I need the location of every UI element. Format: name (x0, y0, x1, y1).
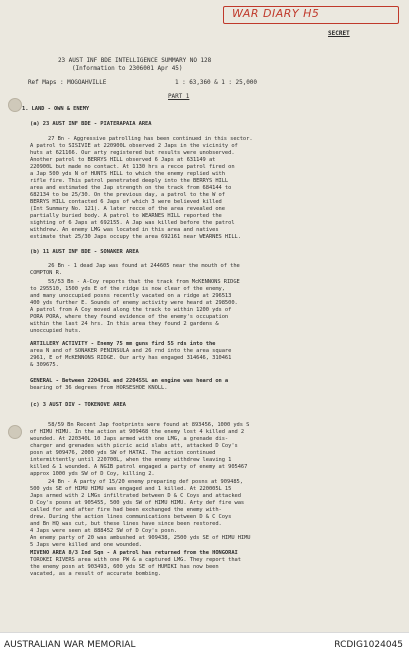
body-line: approx 1000 yds SW of D Coy, killing 2. (30, 471, 155, 477)
body-line: 400 yds further E. Sounds of enemy activity were heard at 298500. (30, 300, 238, 306)
summary-subtitle: (Information to 2306001 Apr 45) (72, 65, 183, 72)
body-line: and Bn HQ was cut, but these lines have since been restored. (30, 521, 222, 527)
punch-hole (8, 425, 22, 439)
body-line: COMPTON R. (30, 270, 62, 276)
body-line: unoccupied huts. (30, 328, 82, 334)
body-line: of HIMU HIMU. In the action at 909468 the enemy lost 4 killed and 2 (30, 429, 245, 435)
body-line: to 295510, 1500 yds E of the ridge is now clear of the enemy, (30, 286, 225, 292)
body-line: drew. During the action lines communications between D & C Coys (30, 514, 232, 520)
section-heading: (c) 3 AUST DIV - TOKENOVE AREA (30, 402, 126, 408)
body-line: withdrew. An enemy LMG was located in this area and natives (30, 227, 219, 233)
body-line: 2961, E of McKENNONS RIDGE. Our arty has engaged 314646, 310461 (30, 355, 232, 361)
body-line: rifle fire. This patrol penetrated deeply into the BERRYS HILL (30, 178, 229, 184)
body-line: 5 Japs were killed and one wounded. (30, 542, 142, 548)
footer-source: AUSTRALIAN WAR MEMORIAL (4, 640, 136, 650)
punch-hole (8, 98, 22, 112)
section-heading: 1. LAND - OWN & ENEMY (22, 106, 90, 112)
body-line: and many unoccupied posns recently vacated on a ridge at 296513 (30, 293, 232, 299)
body-line: 55/53 Bn - A-Coy reports that the track from McKENNONS RIDGE (48, 279, 240, 285)
section-heading: (a) 23 AUST INF BDE - PIATERAPAIA AREA (30, 121, 152, 127)
body-line: 58/59 Bn Recent Jap footprints were found at 893456, 1000 yds S (48, 422, 250, 428)
body-line: killed & 1 wounded. A NGIB patrol engaged a party of enemy at 905467 (30, 464, 248, 470)
body-line: intermittently until 220700L, when the enemy withdrew leaving 1 (30, 457, 232, 463)
body-line: bearing of 36 degrees from HORSESHOE KNOLL. (30, 385, 168, 391)
body-line: the enemy posn at 903493, 600 yds SE of HUMIKI has now been (30, 564, 219, 570)
body-line: 26 Bn - 1 dead Jap was found at 244605 near the mouth of the (48, 263, 240, 269)
body-line: PORA PORA, where they found evidence of the enemy's occupation (30, 314, 229, 320)
summary-title: 23 AUST INF BDE INTELLIGENCE SUMMARY NO 128 (58, 57, 212, 64)
body-line: charger and grenades with picric acid slabs att, attacked D Coy's (30, 443, 238, 449)
body-line: A patrol from A Coy moved along the track to within 1200 yds of (30, 307, 232, 313)
body-line: posn at 909476, 2000 yds SW of HATAI. The action continued (30, 450, 216, 456)
body-line: sighting of 6 Japs at 692155. A Jap was killed before the patrol (30, 220, 235, 226)
map-scale: 1 : 63,360 & 1 : 25,000 (175, 79, 257, 86)
body-line: wounded. At 220340L 10 Japs armed with one LMG, a grenade dis- (30, 436, 229, 442)
body-line: 27 Bn - Aggressive patrolling has been continued in this sector. (48, 136, 253, 142)
body-line: 220900L but made no contact. At 1130 hrs a recce patrol fired on (30, 164, 235, 170)
body-line: area and estimated the Jap strength on the track from 684144 to (30, 185, 232, 191)
body-line: A patrol to SISIVIE at 220900L observed 2 Japs in the vicinity of (30, 143, 238, 149)
body-line: area N and of SONAKER PENINSULA and 26 rnd into the area square (30, 348, 232, 354)
footer-bar (0, 632, 409, 655)
body-line: Japs armed with 2 LMGs infiltrated between D & C Coys and attacked (30, 493, 241, 499)
body-line: BERRYS HILL contacted 6 Japs of which 3 were believed killed (30, 199, 222, 205)
body-line: called for and after fire had been exchanged the enemy with- (30, 507, 222, 513)
section-heading: GENERAL - Between 220436L and 220455L an engine was heard on a (30, 378, 229, 384)
classification-label: SECRET (328, 30, 350, 37)
body-line: TOROKEI RIVERS area with one PW & a captured LMG. They report that (30, 557, 241, 563)
body-line: 4 Japs were seen at 888452 SW of D Coy's posn. (30, 528, 177, 534)
body-line: An enemy party of 20 was ambushed at 909438, 2500 yds SE of HIMU HIMU (30, 535, 251, 541)
body-line: huts at 621166. Our arty registered but results were unobserved. (30, 150, 235, 156)
body-line: D Coy's posns at 905455, 500 yds SW of HIMU HIMU. Arty def fire was (30, 500, 245, 506)
body-line: a Jap 500 yds N of HUNTS HILL to which the enemy replied with (30, 171, 225, 177)
body-line: 24 Bn - A party of 15/20 enemy preparing def posns at 909485, (48, 479, 243, 485)
body-line: 682134 to be 25/30. On the previous day, a patrol to the W of (30, 192, 225, 198)
body-line: 500 yds SE of HIMU HIMU was engaged and 1 killed. At 220005L 15 (30, 486, 232, 492)
body-line: vacated, as a result of accurate bombing. (30, 571, 162, 577)
section-heading: (b) 11 AUST INF BDE - SONAKER AREA (30, 249, 139, 255)
section-heading: MIVENO AREA 8/3 Ind Sqn - A patrol has returned from the HONGORAI (30, 550, 238, 556)
section-heading: ARTILLERY ACTIVITY - Enemy 75 mm guns fird 55 rds into the (30, 341, 216, 347)
part-heading: PART 1 (168, 93, 190, 100)
body-line: & 309675. (30, 362, 59, 368)
body-line: estimate that 25/30 Japs occupy the area 692161 near WEARNES HILL. (30, 234, 241, 240)
body-line: Another patrol to BERRYS HILL observed 6 Japs at 631149 at (30, 157, 216, 163)
war-diary-stamp: WAR DIARY H5 (232, 7, 320, 20)
ref-maps: Ref Maps : MOGOAHVILLE (28, 79, 107, 86)
body-line: within the last 24 hrs. In this area they found 2 gardens & (30, 321, 219, 327)
body-line: partially buried body. A patrol to WEARNES HILL reported the (30, 213, 222, 219)
footer-record-id: RCDIG1024045 (334, 640, 403, 650)
body-line: (Int Summary No. 121). A later recce of the area revealed one (30, 206, 225, 212)
